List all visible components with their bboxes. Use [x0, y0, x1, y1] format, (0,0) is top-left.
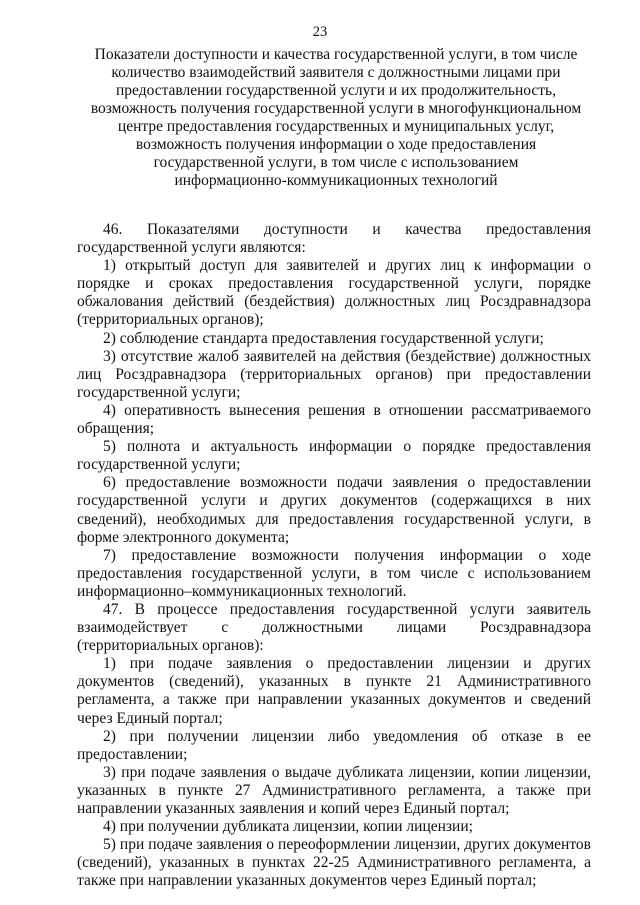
heading-line: возможность получения государственной услуги в многофункциональном	[90, 100, 582, 117]
heading-line: количество взаимодействий заявителя с должностными лицами при	[111, 64, 561, 81]
heading-line: предоставлении государственной услуги и их продолжительность,	[115, 82, 557, 99]
paragraph-47: 47. В процессе предоставления государственной услуги заявитель взаимодействует с должностными лицами Росздравнадзора (территориальных органов):	[77, 600, 591, 655]
list-item: 2) при получении лицензии либо уведомления об отказе в ее предоставлении;	[77, 727, 591, 763]
list-item: 7) предоставление возможности получения информации о ходе предоставления государственной услуги, в том числе с использованием информационно–коммуникационных технологий.	[77, 546, 591, 600]
list-item: 4) при получении дубликата лицензии, копии лицензии;	[103, 818, 473, 836]
list-item: 3) отсутствие жалоб заявителей на действия (бездействие) должностных лиц Росздравнадзора (территориальных органов) при предоставлении государственной услуги;	[77, 347, 591, 401]
heading-line: информационно-коммуникационных технологий	[174, 172, 498, 189]
heading-line: возможность получения информации о ходе предоставления	[135, 136, 537, 153]
heading-line: центре предоставления государственных и муниципальных услуг,	[117, 118, 555, 135]
list-item: 5) при подаче заявления о переоформлении лицензии, других документов (сведений), указанных в пунктах 22-25 Административного регламента, а также при направлении указанных документов через Единый портал;	[77, 836, 591, 890]
list-item: 2) соблюдение стандарта предоставления государственной услуги;	[103, 329, 544, 347]
heading-line: государственной услуги, в том числе с использованием	[153, 154, 519, 171]
list-item: 4) оперативность вынесения решения в отношении рассматриваемого обращения;	[77, 401, 591, 438]
paragraph-46: 46. Показателями доступности и качества предоставления государственной услуги являются:	[77, 221, 591, 257]
section-heading	[78, 46, 594, 190]
list-item: 1) открытый доступ для заявителей и других лиц к информации о порядке и сроках предоставления государственной услуги, порядке обжалования действий (бездействия) должностных лиц Росздравнадзора (территориальных органов);	[77, 257, 591, 329]
list-item: 5) полнота и актуальность информации о порядке предоставления государственной услуги;	[77, 438, 591, 474]
list-item: 1) при подаче заявления о предоставлении лицензии и других документов (сведений), указанных в пункте 21 Административного регламента, а также при направлении указанных документов и сведений через Единый портал;	[77, 655, 591, 727]
list-item: 3) при подаче заявления о выдаче дубликата лицензии, копии лицензии, указанных в пункте 27 Административного регламента, а также при направлении указанных заявления и копий через Единый портал;	[77, 763, 591, 817]
heading-line: Показатели доступности и качества государственной услуги, в том числе	[94, 46, 578, 63]
list-item: 6) предоставление возможности подачи заявления о предоставлении государственной услуги и других документов (содержащихся в них сведений), необходимых для предоставления государственной услуги, в форме электронного документа;	[77, 474, 591, 546]
document-body	[77, 221, 591, 890]
page-number: 23	[312, 24, 328, 40]
